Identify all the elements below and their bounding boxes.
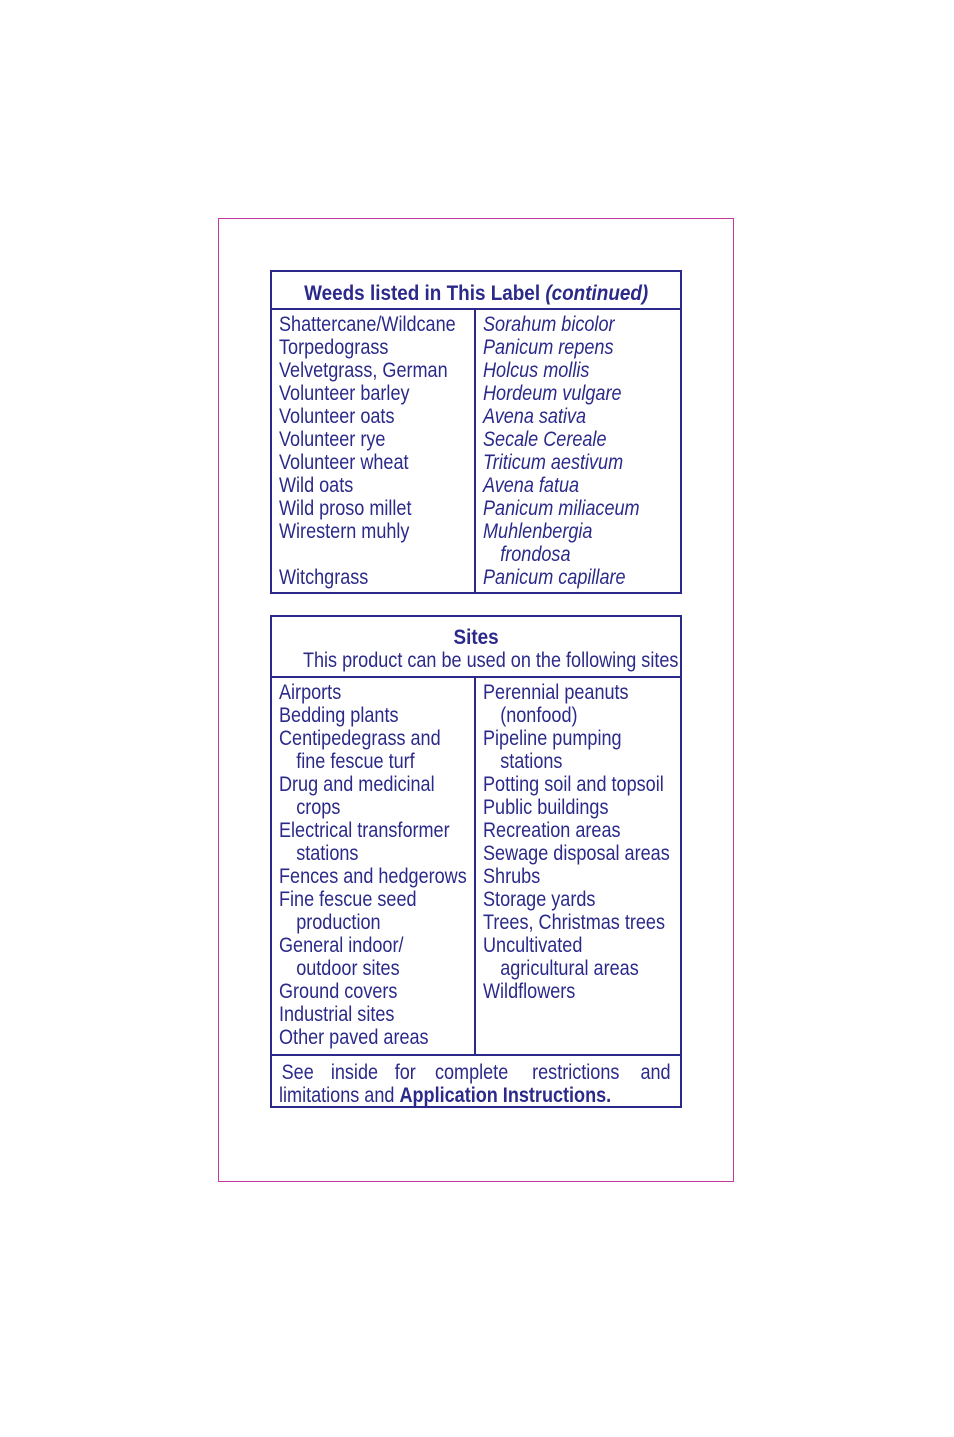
sites-table [270, 615, 682, 1108]
sites-table-subtitle: This product can be used on the following sites: [302, 649, 684, 672]
weeds-table [270, 270, 682, 594]
site-item: Other paved areas [279, 1026, 429, 1049]
site-item: Uncultivated [483, 934, 583, 957]
site-item: Drug and medicinal [279, 773, 435, 796]
weed-scientific-name: Panicum miliaceum [483, 497, 640, 520]
weeds-common-names-column [272, 310, 476, 592]
site-item: Recreation areas [483, 819, 621, 842]
footer-word: and [640, 1061, 671, 1084]
site-item: Fences and hedgerows [279, 865, 467, 888]
site-item: Airports [279, 681, 342, 704]
weed-common-name: Shattercane/Wildcane [279, 313, 456, 336]
weeds-scientific-names-column [476, 310, 680, 592]
site-item: Storage yards [483, 888, 596, 911]
site-item: General indoor/ [279, 934, 404, 957]
weed-common-name: Volunteer rye [279, 428, 386, 451]
site-item-continuation: outdoor sites [296, 957, 400, 980]
weed-common-name: Wirestern muhly [279, 520, 410, 543]
weeds-table-title: Weeds listed in This Label (continued) [303, 282, 649, 305]
weed-scientific-name: Muhlenbergia [483, 520, 593, 543]
weed-scientific-name: Sorahum bicolor [483, 313, 615, 336]
weed-scientific-name-continuation: frondosa [500, 543, 571, 566]
weed-common-name: Torpedograss [279, 336, 389, 359]
site-item: Trees, Christmas trees [483, 911, 665, 934]
footer-word: restrictions [532, 1061, 620, 1084]
site-item: Fine fescue seed [279, 888, 417, 911]
weed-scientific-name: Triticum aestivum [483, 451, 624, 474]
sites-left-column [272, 678, 476, 1054]
site-item-continuation: (nonfood) [500, 704, 578, 727]
sites-right-column [476, 678, 680, 1054]
weed-common-name: Volunteer wheat [279, 451, 409, 474]
site-item: Electrical transformer [279, 819, 450, 842]
sites-table-header [272, 617, 684, 678]
weed-scientific-name: Avena sativa [483, 405, 587, 428]
weed-scientific-name: Hordeum vulgare [483, 382, 622, 405]
site-item-continuation: stations [296, 842, 359, 865]
site-item-continuation: production [296, 911, 381, 934]
sites-table-title: Sites [453, 626, 499, 649]
site-item-continuation: stations [500, 750, 563, 773]
site-item: Perennial peanuts [483, 681, 629, 704]
site-item: Centipedegrass and [279, 727, 441, 750]
site-item: Public buildings [483, 796, 609, 819]
weed-common-name: Volunteer barley [279, 382, 410, 405]
weed-scientific-name: Panicum repens [483, 336, 614, 359]
footer-word: complete [434, 1061, 509, 1084]
site-item: Ground covers [279, 980, 398, 1003]
weed-scientific-name: Avena fatua [483, 474, 580, 497]
footer-text: limitations and [279, 1084, 400, 1107]
weed-common-name: Velvetgrass, German [279, 359, 448, 382]
site-item-continuation: crops [296, 796, 341, 819]
footer-line-1 [279, 1061, 673, 1084]
footer-word: See [281, 1061, 314, 1084]
site-item: Pipeline pumping [483, 727, 622, 750]
site-item: Wildflowers [483, 980, 576, 1003]
site-item: Sewage disposal areas [483, 842, 670, 865]
weed-common-name: Wild oats [279, 474, 354, 497]
site-item-continuation: agricultural areas [500, 957, 639, 980]
site-item: Shrubs [483, 865, 541, 888]
site-item: Industrial sites [279, 1003, 395, 1026]
footer-emphasis: Application Instructions. [399, 1084, 612, 1107]
weed-scientific-name: Secale Cereale [483, 428, 607, 451]
site-item: Potting soil and topsoil [483, 773, 664, 796]
weed-scientific-name: Holcus mollis [483, 359, 590, 382]
sites-footer-note [272, 1054, 680, 1106]
site-item: Bedding plants [279, 704, 399, 727]
weed-common-name: Wild proso millet [279, 497, 412, 520]
weed-scientific-name: Panicum capillare [483, 566, 626, 589]
footer-line-2 [279, 1084, 618, 1107]
weed-common-name: Witchgrass [279, 566, 369, 589]
footer-word: inside [331, 1061, 379, 1084]
site-item-continuation: fine fescue turf [296, 750, 415, 773]
weed-common-name-spacer [279, 543, 447, 566]
footer-word: for [395, 1061, 417, 1084]
weeds-table-header [272, 272, 680, 310]
weed-common-name: Volunteer oats [279, 405, 395, 428]
